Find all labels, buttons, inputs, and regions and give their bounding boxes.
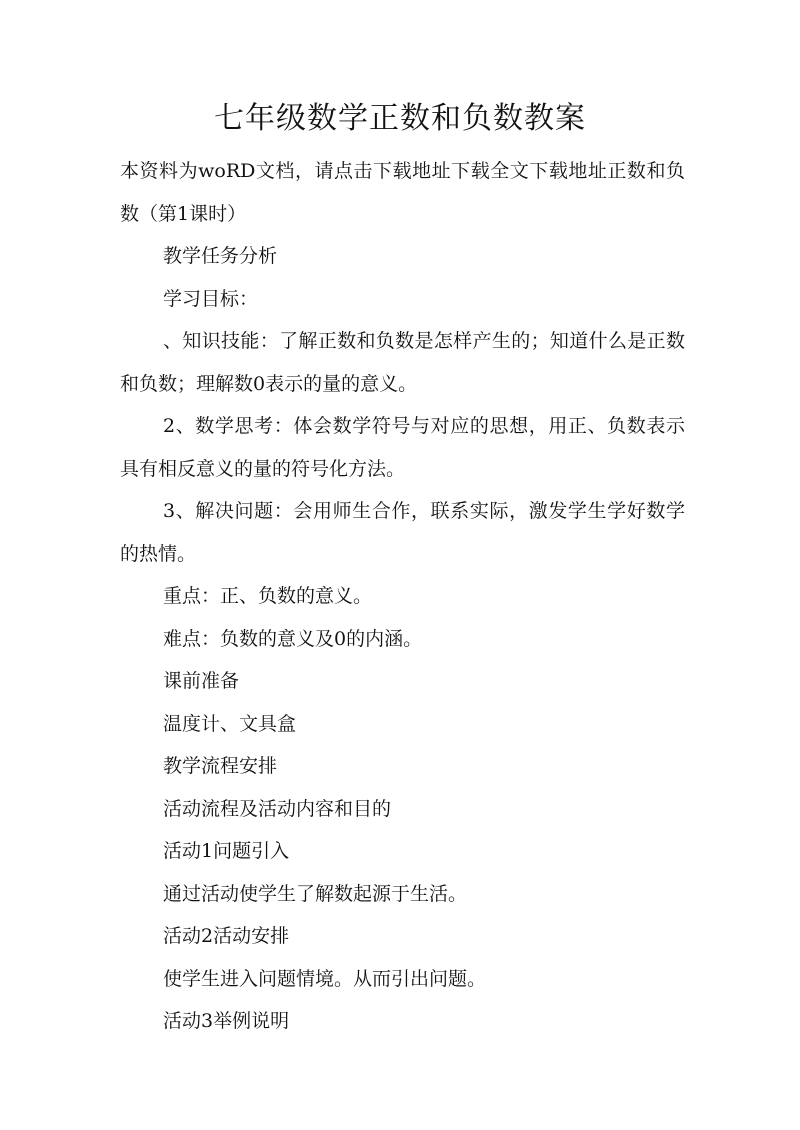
paragraph: 温度计、文具盒: [163, 712, 297, 735]
paragraph: 活动3举例说明: [163, 1010, 290, 1032]
paragraph: 难点：负数的意义及0的内涵。: [163, 627, 423, 650]
paragraph: 使学生进入问题情境。从而引出问题。: [163, 967, 487, 990]
paragraph: 通过活动使学生了解数起源于生活。: [163, 882, 468, 905]
paragraph: 2、数学思考：体会数学符号与对应的思想，用正、负数表示具有相反意义的量的符号化方法。: [120, 415, 685, 480]
paragraph: 教学流程安排: [163, 755, 278, 777]
paragraph: 课前准备: [163, 670, 240, 692]
document-body: [120, 150, 685, 1043]
paragraph: 重点：正、负数的意义。: [163, 585, 373, 607]
paragraph: 教学任务分析: [163, 245, 278, 267]
paragraph: 、知识技能：了解正数和负数是怎样产生的；知道什么是正数和负数；理解数0表示的量的意义。: [120, 330, 685, 395]
paragraph: 本资料为woRD文档，请点击下载地址下载全文下载地址正数和负数（第1课时）: [120, 160, 685, 225]
paragraph: 活动流程及活动内容和目的: [163, 797, 392, 820]
document-title: 七年级数学正数和负数教案: [214, 101, 586, 136]
paragraph: 活动1问题引入: [163, 840, 290, 862]
paragraph: 学习目标：: [163, 287, 259, 310]
paragraph: 活动2活动安排: [163, 925, 290, 947]
paragraph: 3、解决问题：会用师生合作，联系实际，激发学生学好数学的热情。: [120, 500, 685, 565]
